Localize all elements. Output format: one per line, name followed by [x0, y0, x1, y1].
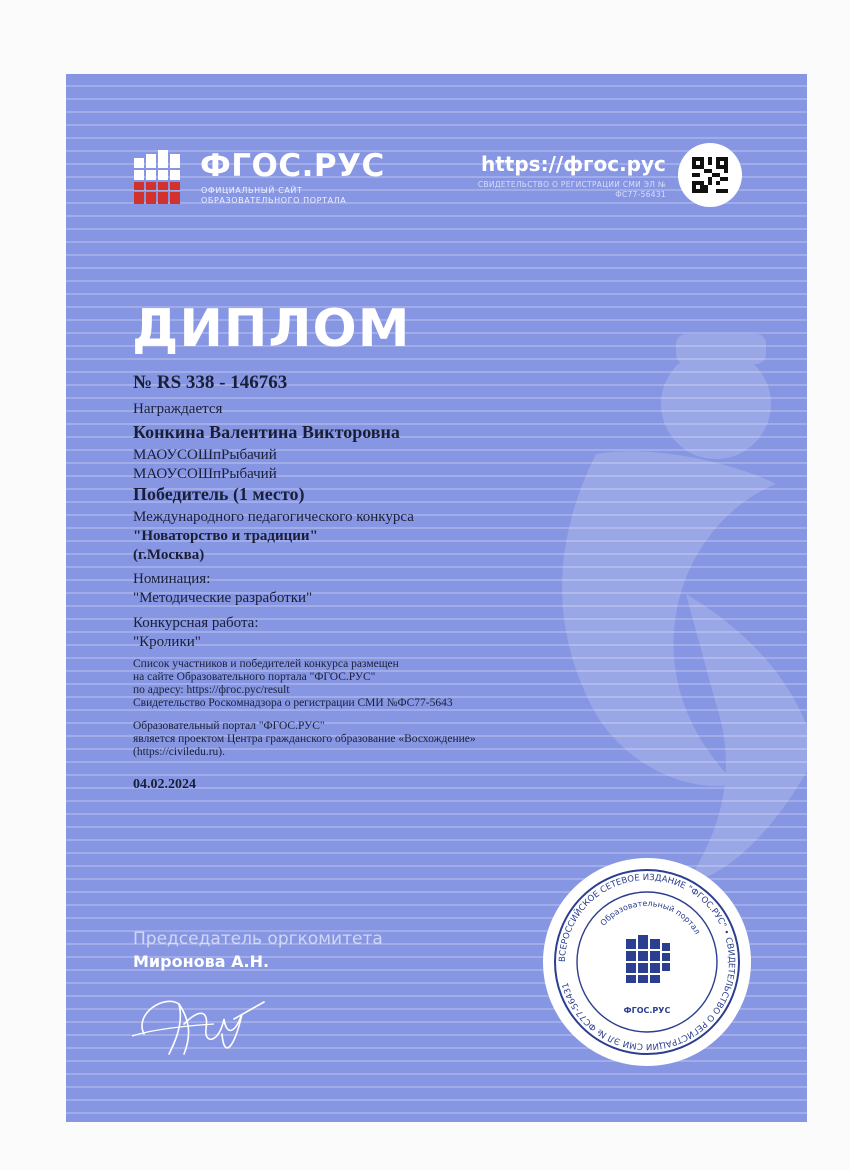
chair-title: Председатель оргкомитета — [133, 929, 383, 949]
diploma-title: ДИПЛОМ — [132, 299, 411, 359]
awarded-label: Награждается — [133, 401, 223, 417]
info-line-2: на сайте Образовательного портала "ФГОС.РУС" — [133, 671, 376, 683]
qr-code-icon — [692, 157, 728, 193]
stamp-bottom-text: ФГОС.РУС — [623, 1006, 671, 1015]
diploma-number: № RS 338 - 146763 — [133, 372, 288, 393]
project-line-2: является проектом Центра гражданского образование «Восхождение» — [133, 733, 476, 745]
eagle-watermark-icon — [536, 294, 807, 894]
work-value: "Кролики" — [133, 634, 201, 650]
result: Победитель (1 место) — [133, 484, 305, 504]
chair-name: Миронова А.Н. — [133, 952, 270, 971]
work-label: Конкурсная работа: — [133, 615, 259, 631]
stamp-inner-text: Образовательный портал — [598, 898, 702, 936]
nomination-label: Номинация: — [133, 571, 211, 587]
organization-2: МАОУСОШпРыбачий — [133, 466, 277, 482]
info-line-3: по адресу: https://фгос.рус/result — [133, 684, 290, 696]
info-line-1: Список участников и победителей конкурса размещен — [133, 658, 399, 670]
contest-name: "Новаторство и традиции" — [133, 528, 318, 544]
organization-1: МАОУСОШпРыбачий — [133, 447, 277, 463]
round-seal-stamp — [542, 857, 752, 1067]
project-line-3: (https://civiledu.ru). — [133, 746, 225, 758]
nomination-value: "Методические разработки" — [133, 590, 313, 606]
recipient-name: Конкина Валентина Викторовна — [133, 422, 400, 442]
fgos-building-logo-icon — [132, 150, 188, 206]
site-url: https://фгос.рус — [481, 152, 666, 176]
diploma-date: 04.02.2024 — [133, 777, 196, 792]
logo-subtitle: ОФИЦИАЛЬНЫЙ САЙТ ОБРАЗОВАТЕЛЬНОГО ПОРТАЛА — [201, 186, 347, 205]
stamp-outer-text: ВСЕРОССИЙСКОЕ СЕТЕВОЕ ИЗДАНИЕ "ФГОС.РУС" • СВИДЕТЕЛЬСТВО О РЕГИСТРАЦИИ СМИ ЭЛ № ФС77-56431 — [557, 872, 737, 1052]
site-registration: СВИДЕТЕЛЬСТВО О РЕГИСТРАЦИИ СМИ ЭЛ № ФС77-56431 — [477, 180, 666, 199]
logo-title: ФГОС.РУС — [200, 148, 385, 184]
project-line-1: Образовательный портал "ФГОС.РУС" — [133, 720, 325, 732]
diploma-sheet — [66, 74, 807, 1122]
contest-line: Международного педагогического конкурса — [133, 509, 414, 525]
qr-badge — [678, 143, 742, 207]
info-line-4: Свидетельство Роскомнадзора о регистрации СМИ №ФС77-5643 — [133, 697, 453, 709]
handwritten-signature — [124, 974, 274, 1064]
contest-city: (г.Москва) — [133, 547, 205, 563]
